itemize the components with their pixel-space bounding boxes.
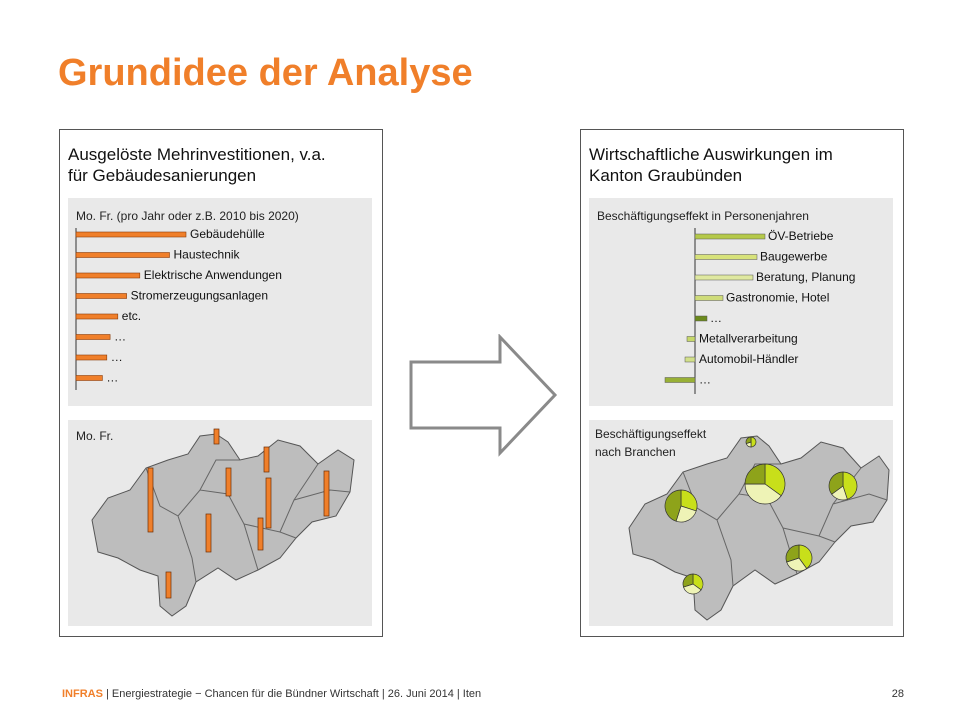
investment-chart-caption: Mo. Fr. (pro Jahr oder z.B. 2010 bis 2020) <box>76 209 299 223</box>
page-title: Grundidee der Analyse <box>58 52 473 94</box>
map-investment-bar <box>266 478 271 528</box>
right-panel <box>580 129 904 637</box>
investment-bar <box>76 273 140 278</box>
investment-bar-label: etc. <box>121 309 142 323</box>
investment-bar-label: Gebäudehülle <box>190 227 265 241</box>
map-investment-bar <box>258 518 263 550</box>
investment-bar <box>76 314 118 319</box>
investment-bar-label: Haustechnik <box>173 247 240 262</box>
investment-map-panel <box>68 420 372 626</box>
employment-bar-label: Metallverarbeitung <box>699 331 798 346</box>
employment-bar <box>695 316 707 321</box>
map-investment-bar <box>214 429 219 444</box>
investment-bar-label: Elektrische Anwendungen <box>143 268 282 282</box>
map-investment-bar <box>264 447 269 472</box>
investment-map-caption: Mo. Fr. <box>76 429 114 443</box>
investment-bar-label: … <box>106 370 119 385</box>
map-investment-bar <box>148 468 153 532</box>
right-panel-title: Wirtschaftliche Auswirkungen im Kanton Graubünden <box>589 145 833 185</box>
map-investment-bar <box>226 468 231 496</box>
process-arrow <box>408 334 560 458</box>
employment-bar-label: Beratung, Planung <box>756 270 856 284</box>
investment-bar-label: Stromerzeugungsanlagen <box>130 288 269 303</box>
map-investment-bar <box>324 471 329 516</box>
investment-bar-label: … <box>114 329 127 344</box>
investment-bar-label: … <box>110 350 123 364</box>
employment-bar <box>695 275 753 280</box>
map-investment-bar <box>206 514 211 552</box>
employment-map <box>589 420 893 626</box>
employment-bar <box>695 234 765 239</box>
employment-bar-label: ÖV-Betriebe <box>768 229 834 243</box>
brand-logo: INFRAS <box>62 688 103 700</box>
employment-bar <box>687 337 695 342</box>
employment-map-caption-line1: Beschäftigungseffekt <box>595 427 707 441</box>
right-arrow-icon <box>411 337 555 453</box>
employment-map-caption-line2: nach Branchen <box>595 445 676 459</box>
investment-bar <box>76 232 186 237</box>
employment-bar-label: Gastronomie, Hotel <box>726 290 830 305</box>
map-investment-bar <box>166 572 171 598</box>
footer-text: | Energiestrategie − Chancen für die Bündner Wirtschaft | 26. Juni 2014 | Iten <box>102 688 482 700</box>
investment-bar-chart <box>68 198 372 406</box>
investment-bar <box>76 294 127 299</box>
employment-bar <box>695 296 723 301</box>
graubuenden-map-shape <box>92 434 354 616</box>
employment-chart-panel <box>589 198 893 406</box>
employment-bar-label: … <box>710 311 722 325</box>
employment-bar <box>665 378 695 383</box>
investment-chart-panel <box>68 198 372 406</box>
investment-bar <box>76 253 170 258</box>
investment-map <box>68 420 372 626</box>
employment-bar-label: Baugewerbe <box>760 249 828 264</box>
employment-map-panel <box>589 420 893 626</box>
footer <box>62 688 481 700</box>
page-number: 28 <box>891 688 904 700</box>
employment-bar <box>685 357 695 362</box>
investment-bar <box>76 376 102 381</box>
investment-bar <box>76 355 107 360</box>
employment-bar <box>695 255 757 260</box>
employment-bar-chart <box>589 198 893 406</box>
employment-bar-label: Automobil-Händler <box>699 352 799 366</box>
employment-bar-label: … <box>699 372 711 387</box>
left-panel-title: Ausgelöste Mehrinvestitionen, v.a. für Gebäudesanierungen <box>68 145 326 185</box>
left-panel <box>59 129 383 637</box>
investment-bar <box>76 335 110 340</box>
employment-chart-caption: Beschäftigungseffekt in Personenjahren <box>597 209 809 223</box>
